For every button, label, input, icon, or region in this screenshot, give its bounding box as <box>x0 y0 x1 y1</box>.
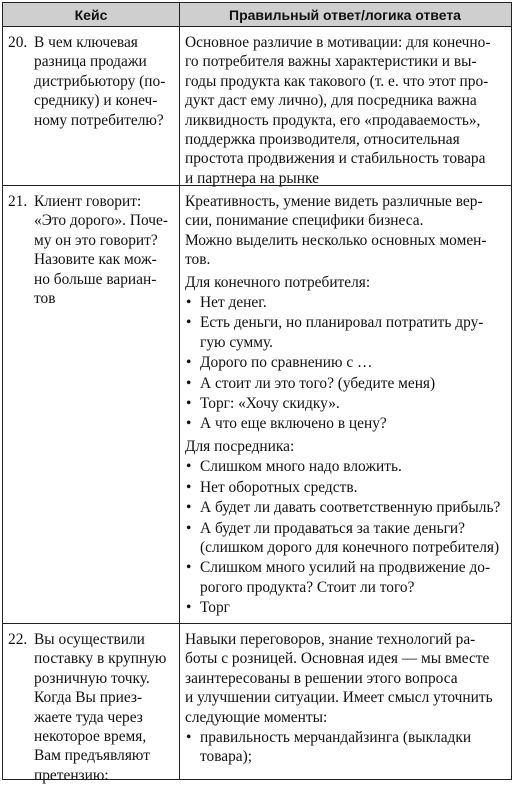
consumer-reasons-list <box>185 293 507 434</box>
table-header <box>3 3 511 27</box>
row-21-answer <box>185 192 507 618</box>
list-item: • Торг: «Хочу скидку». <box>186 395 340 413</box>
bullet-icon: • <box>186 354 192 372</box>
row-22-case <box>8 630 174 785</box>
case-number: 21. <box>8 193 28 210</box>
list-item: • А что еще включено в цену? <box>186 415 387 433</box>
case-number: 20. <box>8 34 28 51</box>
bullet-icon: • <box>186 415 192 433</box>
column-divider <box>179 3 180 779</box>
bullet-icon: • <box>186 729 192 747</box>
bullet-icon: • <box>186 559 192 577</box>
answers-table <box>2 2 512 784</box>
list-item: • Есть деньги, но планировал потратить дру- гую сумму. <box>186 314 484 351</box>
bullet-icon: • <box>186 395 192 413</box>
list-item: • А стоит ли это того? (убедите меня) <box>186 374 436 392</box>
list-item: • А будет ли продаваться за такие деньги? (слишком дорого для конечного потребителя) <box>186 519 500 556</box>
answer-intro: Креативность, умение видеть различные вер- сии, понимание специфики бизнеса. Можно выделить несколько основных момен- тов. <box>185 193 487 269</box>
row-21-case <box>8 192 174 308</box>
header-case: Кейс <box>74 7 108 23</box>
header-answer: Правильный ответ/логика ответа <box>229 7 461 23</box>
row-22-answer <box>185 630 507 767</box>
list-item: • Слишком много усилий на продвижение до- рогого продукта? Стоит ли того? <box>186 559 491 596</box>
list-item: • Слишком много надо вложить. <box>186 458 402 476</box>
bullet-icon: • <box>186 478 192 496</box>
answer-text: Основное различие в мотивации: для конечно- го потребителя важны характеристики и вы- годы продукта как такового (т. е. что этот про- дукт даст ему лично), для посредника важна ликвидность продукта, его «продаваемость», поддержка производителя, относительная простота продвижения и стабильность товара и партнера на рынке <box>185 34 491 187</box>
list-item: • Торг <box>186 599 230 617</box>
list-item: • правильность мерчандайзинга (выкладки товара); <box>186 729 472 766</box>
row-20-answer <box>185 33 507 188</box>
row-20-case <box>8 33 174 130</box>
bullet-icon: • <box>186 458 192 476</box>
bullet-icon: • <box>186 499 192 517</box>
group-title-intermediary: Для посредника: <box>185 437 295 455</box>
case-question: Вы осуществили поставку в крупную розничную точку. Когда Вы приез- жаете туда через некоторое время, Вам предъявляют претензию: <box>34 631 167 784</box>
list-item: • А будет ли давать соответственную прибыль? <box>186 499 501 517</box>
case-question: В чем ключевая разница продажи дистрибьютору (по- среднику) и конеч- ному потребителю? <box>34 34 166 129</box>
bullet-icon: • <box>186 519 192 537</box>
bullet-icon: • <box>186 314 192 332</box>
case-number: 22. <box>8 631 28 648</box>
intermediary-reasons-list <box>185 457 507 617</box>
bullet-icon: • <box>186 599 192 617</box>
bullet-icon: • <box>186 294 192 312</box>
bullet-icon: • <box>186 374 192 392</box>
check-points-list <box>185 728 507 767</box>
list-item: • Нет оборотных средств. <box>186 478 358 496</box>
list-item: • Нет денег. <box>186 294 267 312</box>
group-title-consumer: Для конечного потребителя: <box>185 273 371 291</box>
answer-text: Навыки переговоров, знание технологий ра- боты с розницей. Основная идея — мы вместе заинтересованы в решении этого вопроса и улучшении ситуации. Имеет смысл уточнить следующие моменты: <box>185 631 493 726</box>
row-divider-21 <box>3 623 511 624</box>
list-item: • Дорого по сравнению с … <box>186 354 373 372</box>
case-question: Клиент говорит: «Это дорого». Почe- му он это говорит? Назовите как мож- но больше вариан- тов <box>34 193 168 308</box>
